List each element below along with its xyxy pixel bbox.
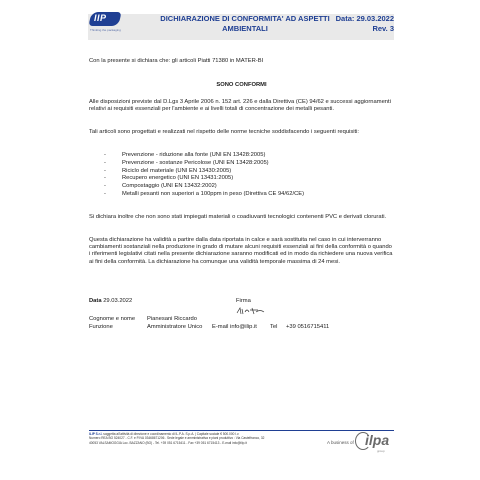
pvc-paragraph: Si dichiara inoltre che non sono stati impiegati materiali o coadiuvanti tecnologici contenenti PVC e derivati clorurati. — [89, 214, 387, 220]
list-item: - Prevenzione - riduzione alla fonte (UNI EN 13428:2005) — [104, 152, 266, 158]
date-label: Data — [89, 298, 102, 304]
conformity-statement: SONO CONFORMI — [216, 82, 267, 88]
tel-value: +39 0516715411 — [286, 324, 330, 330]
business-of-text: A business of — [327, 440, 354, 445]
header-revision: Rev. 3 — [372, 24, 394, 33]
footer-legal — [89, 432, 304, 445]
requirements-intro: Tali articoli sono progettati e realizzati nel rispetto delle norme tecniche soddisfacendo i seguenti requisiti: — [89, 129, 360, 135]
list-item: - Prevenzione - sostanze Pericolose (UNI EN 13428:2005) — [104, 159, 269, 166]
ilpa-group-label: group — [377, 449, 385, 453]
intro-paragraph: Con la presente si dichiara che: gli articoli Piatti 71380 in MATER-BI — [89, 58, 264, 64]
header-date-block — [330, 14, 394, 34]
firma-label: Firma — [236, 298, 251, 304]
logo-tagline: Thinking the packaging — [90, 28, 121, 32]
signature-date — [89, 298, 132, 304]
tel-label: Tel — [270, 324, 278, 330]
header-date: Data: 29.03.2022 — [335, 14, 394, 23]
role-label: Funzione — [89, 324, 113, 330]
title-line-1: DICHIARAZIONE DI CONFORMITA' AD ASPETTI — [160, 14, 330, 23]
requirements-list — [104, 152, 384, 199]
name-value: Pianesani Riccardo — [147, 316, 197, 322]
role-value: Amministratore Unico — [147, 324, 203, 330]
footer-line-2: Numero REA BO 524027 - C.F. e P.IVA 03468671206 . Sede legale e amministrativa e piani produttivo : Via Castelfranco, 32 — [89, 436, 265, 441]
date-value: 29.03.2022 — [103, 298, 133, 304]
ilpa-wordmark: ilpa — [365, 432, 390, 448]
footer-line-1: ILIP S.r.l. soggetta all'attività di direzione e coordinamento di IL.P.A. S.p.A. | Capitale sociale € 500.000 I.v. — [89, 432, 240, 436]
logo-text: IIP — [94, 13, 107, 23]
handwritten-signature — [236, 306, 266, 316]
validity-paragraph: Questa dichiarazione ha validità a partire dalla data riportata in calce e sarà sostituita nel caso in cui interverranno cambiamenti sostanziali nella produzione in grado di mutare alcuni requisiti essenziali ai fini della conformità o quando i riferimenti legislativi citati nella presente dichiarazione saranno modificati ed in modo da richiedere una nuova verifica ai fini della conformità. La dichiarazione ha comunque una validità temporale massima di 24 mesi. — [89, 237, 393, 265]
list-item: - Riciclo del materiale (UNI EN 13430:2005) — [104, 167, 232, 174]
footer-divider — [89, 430, 394, 431]
list-item: - Compostaggio (UNI EN 13432:2002) — [104, 183, 217, 190]
footer-line-3: 40053 VALSAMOGGIA Loc. BAZZANO (BO) - Tel. +39 051 6715411 - Fax +39 051 6715413 - E-mail info@ilip.it — [89, 440, 247, 445]
ilip-logo — [90, 10, 120, 34]
email-text: E-mail info@ilip.it — [212, 324, 257, 330]
name-label: Cognome e nome — [89, 316, 136, 322]
list-item: - Metalli pesanti non superiori a 100ppm in peso (Direttiva CE 94/62/CE) — [104, 190, 305, 197]
legal-paragraph: Alle disposizioni previste dal D.Lgs 3 Aprile 2006 n. 152 art. 226 e dalla Direttiva (CE) 94/62 e successi aggiornamenti relativi ai requisiti essenziali per l'ambiente e ai livelli totali di concentrazione dei metalli pesanti. — [89, 99, 391, 113]
title-line-2: AMBIENTALI — [222, 24, 268, 33]
document-title — [150, 14, 340, 34]
ilpa-logo — [355, 428, 393, 454]
list-item: - Recupero energetico (UNI EN 13431:2005) — [104, 175, 234, 182]
